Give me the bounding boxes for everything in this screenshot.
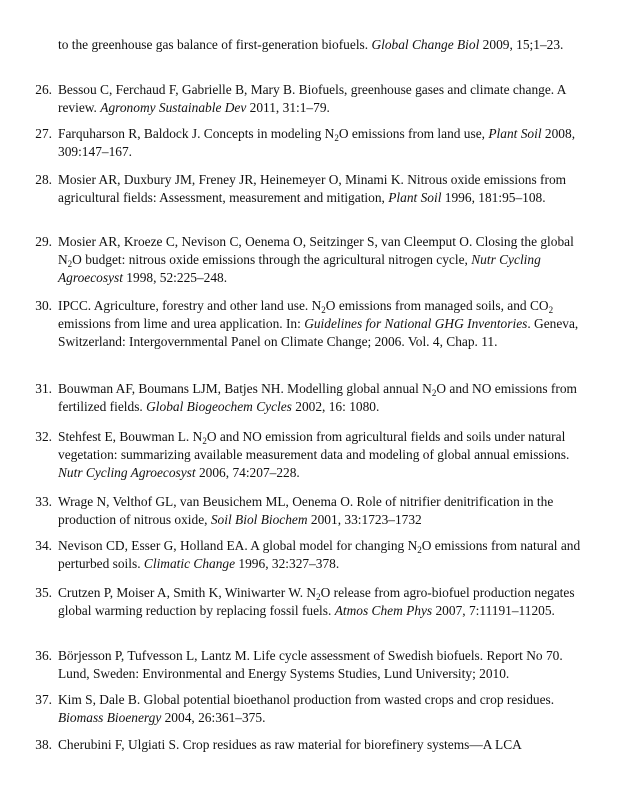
reference-number: 34.	[35, 538, 52, 553]
reference-number: 26.	[35, 82, 52, 97]
reference-text: Farquharson R, Baldock J. Concepts in modeling $N_2O$ emissions from land use, Plant Soil 2008, 309:147–167.	[58, 126, 576, 159]
reference-number: 33.	[35, 494, 52, 509]
reference-text: Mosier AR, Duxbury JM, Freney JR, Heinemeyer O, Minami K. Nitrous oxide emissions from agricultural fields: Assessment, measurement and mitigation, Plant Soil 1996, 181:95–108.	[58, 172, 567, 205]
journal-title: Biomass Bioenergy	[58, 710, 162, 725]
reference-text: Crutzen P, Moiser A, Smith K, Winiwarter W. $N_2O$ release from agro-biofuel production negates global warming reduction by replacing fossil fuels. Atmos Chem Phys 2007, 7:11191–11205.	[58, 585, 575, 618]
reference-text: Bessou C, Ferchaud F, Gabrielle B, Mary B. Biofuels, greenhouse gases and climate change. A review. Agronomy Sustainable Dev 2011, 31:1–79.	[58, 82, 566, 115]
journal-title: Agronomy Sustainable Dev	[100, 100, 247, 115]
journal-title: Climatic Change	[143, 556, 236, 571]
reference-text: Bouwman AF, Boumans LJM, Batjes NH. Modelling global annual $N_2O$ and NO emissions from fertilized fields. Global Biogeochem Cycles 2002, 16: 1080.	[58, 381, 577, 414]
journal-title: Guidelines for National GHG Inventories	[304, 316, 528, 331]
journal-title: Global Biogeochem Cycles	[146, 399, 292, 414]
reference-number: 31.	[35, 381, 52, 396]
reference-number: 36.	[35, 648, 52, 663]
reference-number: 30.	[35, 298, 52, 313]
reference-number: 28.	[35, 172, 52, 187]
reference-text: IPCC. Agriculture, forestry and other land use. $N_2O$ emissions from managed soils, and $CO_2$ emissions from lime and urea application. In: Guidelines for National GHG Inventories. Geneva, Switzerland: Intergovernmental Panel on Climate Change; 2006. Vol. 4, Chap. 11.	[58, 298, 579, 349]
reference-number: 27.	[35, 126, 52, 141]
journal-title: Nutr Cycling Agroecosyst	[58, 465, 196, 480]
reference-text: Kim S, Dale B. Global potential bioethanol production from wasted crops and crop residues. Biomass Bioenergy 2004, 26:361–375.	[58, 692, 555, 725]
reference-text: Mosier AR, Kroeze C, Nevison C, Oenema O, Seitzinger S, van Cleemput O. Closing the global $N_2O$ budget: nitrous oxide emissions through the agricultural nitrogen cycle, Nutr Cycling Agroecosyst 1998, 52:225–248.	[58, 234, 574, 285]
reference-number: 35.	[35, 585, 52, 600]
reference-number: 32.	[35, 429, 52, 444]
reference-number: 38.	[35, 737, 52, 752]
reference-text: Cherubini F, Ulgiati S. Crop residues as raw material for biorefinery systems—A LCA	[58, 737, 522, 752]
reference-number: 37.	[35, 692, 52, 707]
reference-text: Nevison CD, Esser G, Holland EA. A global model for changing $N_2O$ emissions from natural and perturbed soils. Climatic Change 1996, 32:327–378.	[58, 538, 581, 571]
journal-title: Nutr Cycling Agroecosyst	[58, 252, 541, 285]
journal-title: Atmos Chem Phys	[334, 603, 433, 618]
reference-number: 29.	[35, 234, 52, 249]
journal-title: Global Change Biol	[371, 37, 480, 52]
reference-text: to the greenhouse gas balance of first-generation biofuels. Global Change Biol 2009, 15;1–23.	[58, 37, 564, 52]
journal-title: Soil Biol Biochem	[210, 512, 308, 527]
reference-text: Börjesson P, Tufvesson L, Lantz M. Life cycle assessment of Swedish biofuels. Report No 70. Lund, Sweden: Environmental and Energy Systems Studies, Lund University; 2010.	[58, 648, 563, 681]
journal-title: Plant Soil	[388, 190, 442, 205]
reference-text: Wrage N, Velthof GL, van Beusichem ML, Oenema O. Role of nitrifier denitrification in the production of nitrous oxide, Soil Biol Biochem 2001, 33:1723–1732	[58, 494, 554, 527]
reference-text: Stehfest E, Bouwman L. $N_2O$ and NO emission from agricultural fields and soils under natural vegetation: summarizing available measurement data and modeling of global annual emissions. Nutr Cycling Agroecosyst 2006, 74:207–228.	[58, 429, 570, 480]
journal-title: Plant Soil	[488, 126, 542, 141]
